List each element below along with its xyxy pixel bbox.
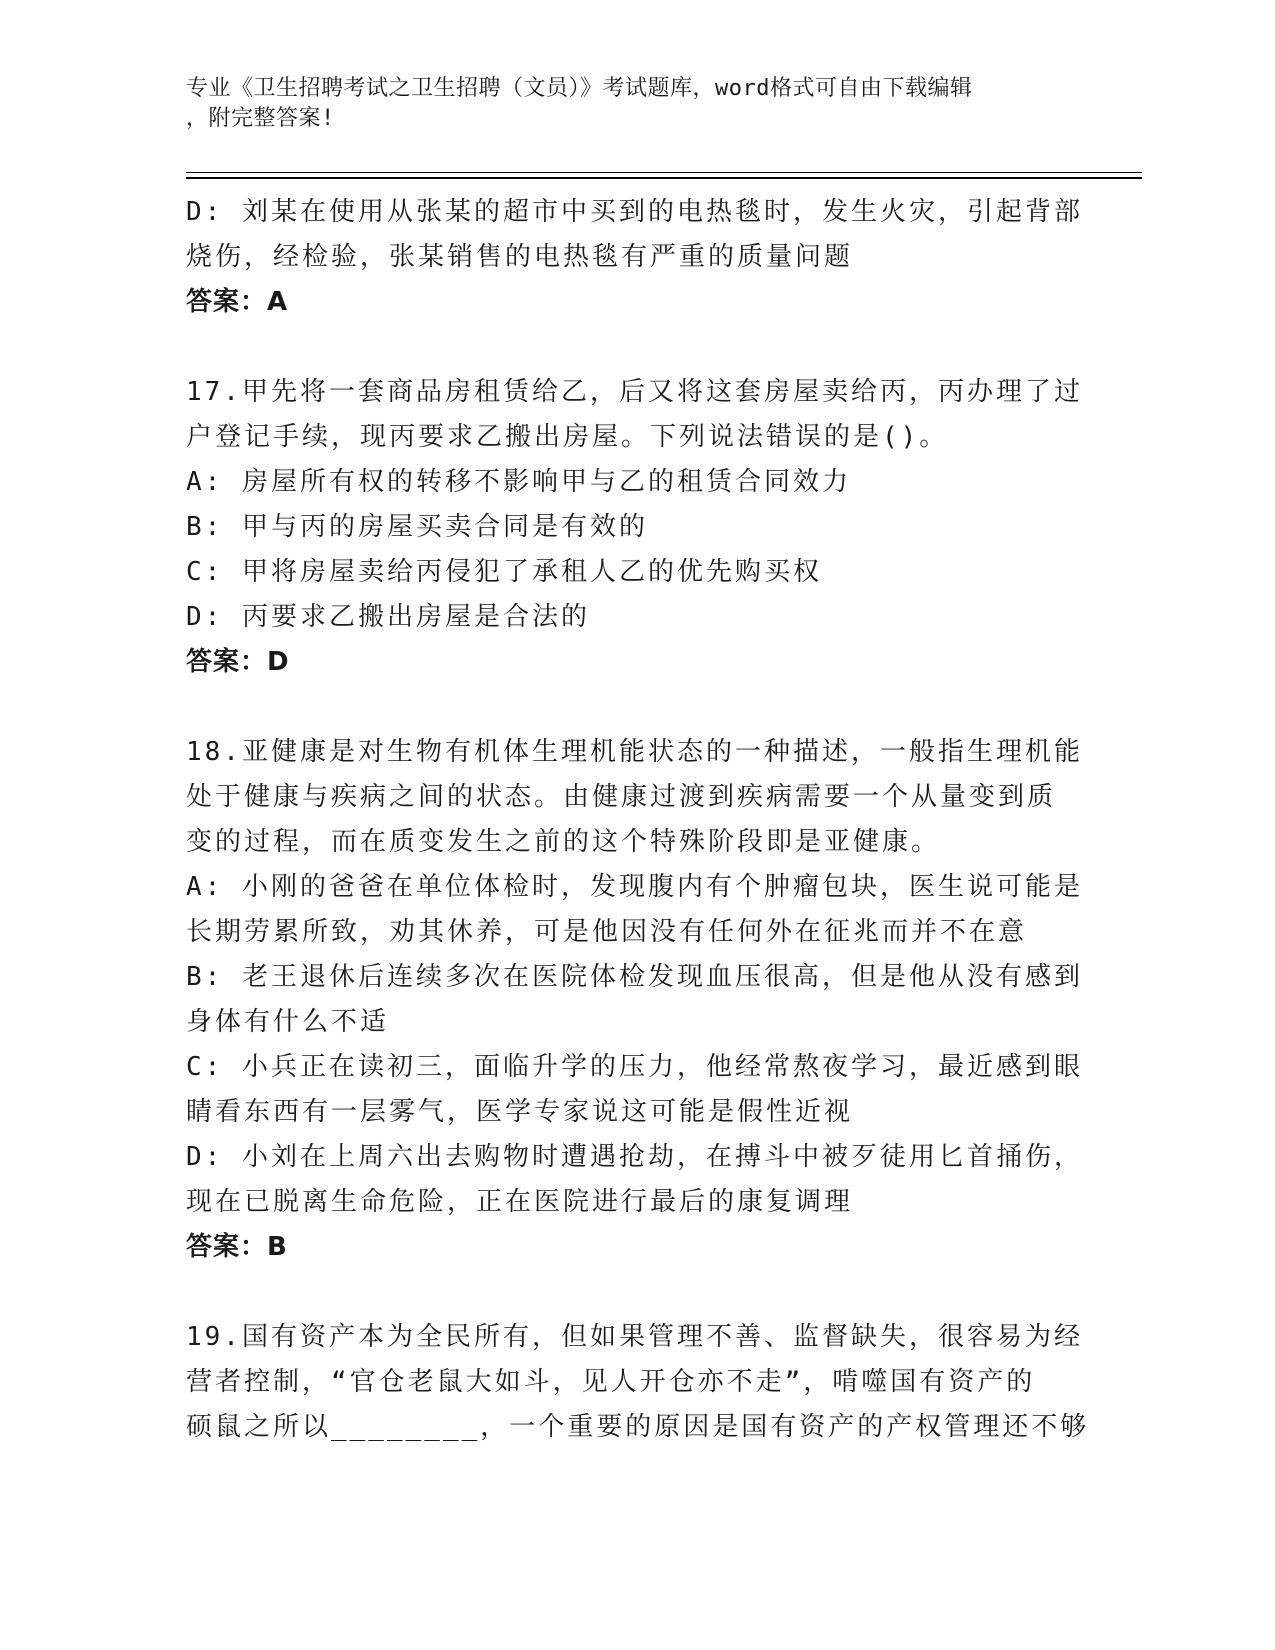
q18-answer: 答案：B — [186, 1232, 288, 1262]
question-content — [186, 190, 1090, 1450]
header-line-1: 专业《卫生招聘考试之卫生招聘（文员）》考试题库，word格式可自由下载编辑 — [186, 76, 973, 101]
q18-option-d-line-2: 现在已脱离生命危险，正在医院进行最后的康复调理 — [186, 1187, 854, 1217]
question-19 — [186, 1315, 1090, 1450]
q17-option-d: D: 丙要求乙搬出房屋是合法的 — [186, 602, 590, 632]
q18-stem-line-3: 变的过程，而在质变发生之前的这个特殊阶段即是亚健康。 — [186, 827, 941, 857]
header-line-2: ，附完整答案! — [186, 106, 335, 131]
q19-stem-line-1: 19.国有资产本为全民所有，但如果管理不善、监督缺失，很容易为经 — [186, 1322, 1083, 1352]
question-17 — [186, 370, 1083, 685]
header-rule-thick — [186, 177, 1142, 179]
q18-option-c-line-2: 睛看东西有一层雾气，医学专家说这可能是假性近视 — [186, 1097, 854, 1127]
q17-stem-line-2: 户登记手续，现丙要求乙搬出房屋。下列说法错误的是()。 — [186, 422, 949, 452]
q18-stem-line-1: 18.亚健康是对生物有机体生理机能状态的一种描述，一般指生理机能 — [186, 737, 1083, 767]
header-rule-thin — [186, 172, 1142, 173]
spacer — [186, 325, 1076, 370]
q16-option-d-line-1: D: 刘某在使用从张某的超市中买到的电热毯时，发生火灾，引起背部 — [186, 197, 1083, 227]
spacer — [186, 685, 1076, 730]
q18-stem-line-2: 处于健康与疾病之间的状态。由健康过渡到疾病需要一个从量变到质 — [186, 782, 1057, 812]
q18-option-d-line-1: D: 小刘在上周六出去购物时遭遇抢劫，在搏斗中被歹徒用匕首捅伤， — [186, 1142, 1083, 1172]
q17-option-b: B: 甲与丙的房屋买卖合同是有效的 — [186, 512, 648, 542]
q17-option-c: C: 甲将房屋卖给丙侵犯了承租人乙的优先购买权 — [186, 557, 822, 587]
q18-option-b-line-1: B: 老王退休后连续多次在医院体检发现血压很高，但是他从没有感到 — [186, 962, 1083, 992]
page-header — [186, 74, 1066, 134]
q16-option-d-line-2: 烧伤，经检验，张某销售的电热毯有严重的质量问题 — [186, 242, 854, 272]
q17-answer: 答案：D — [186, 647, 290, 677]
spacer — [186, 1270, 1076, 1315]
q19-stem-line-3: 硕鼠之所以________，一个重要的原因是国有资产的产权管理还不够 — [186, 1412, 1090, 1442]
q17-stem-line-1: 17.甲先将一套商品房租赁给乙，后又将这套房屋卖给丙，丙办理了过 — [186, 377, 1083, 407]
q18-option-a-line-2: 长期劳累所致，劝其休养，可是他因没有任何外在征兆而并不在意 — [186, 917, 1028, 947]
q19-stem-line-2: 营者控制，“官仓老鼠大如斗，见人开仓亦不走”，啃噬国有资产的 — [186, 1367, 1036, 1397]
q16-answer: 答案：A — [186, 287, 289, 317]
q17-option-a: A: 房屋所有权的转移不影响甲与乙的租赁合同效力 — [186, 467, 851, 497]
question-16 — [186, 190, 1083, 325]
q18-option-c-line-1: C: 小兵正在读初三，面临升学的压力，他经常熬夜学习，最近感到眼 — [186, 1052, 1083, 1082]
question-18 — [186, 730, 1083, 1270]
q18-option-a-line-1: A: 小刚的爸爸在单位体检时，发现腹内有个肿瘤包块，医生说可能是 — [186, 872, 1083, 902]
q18-option-b-line-2: 身体有什么不适 — [186, 1007, 390, 1037]
